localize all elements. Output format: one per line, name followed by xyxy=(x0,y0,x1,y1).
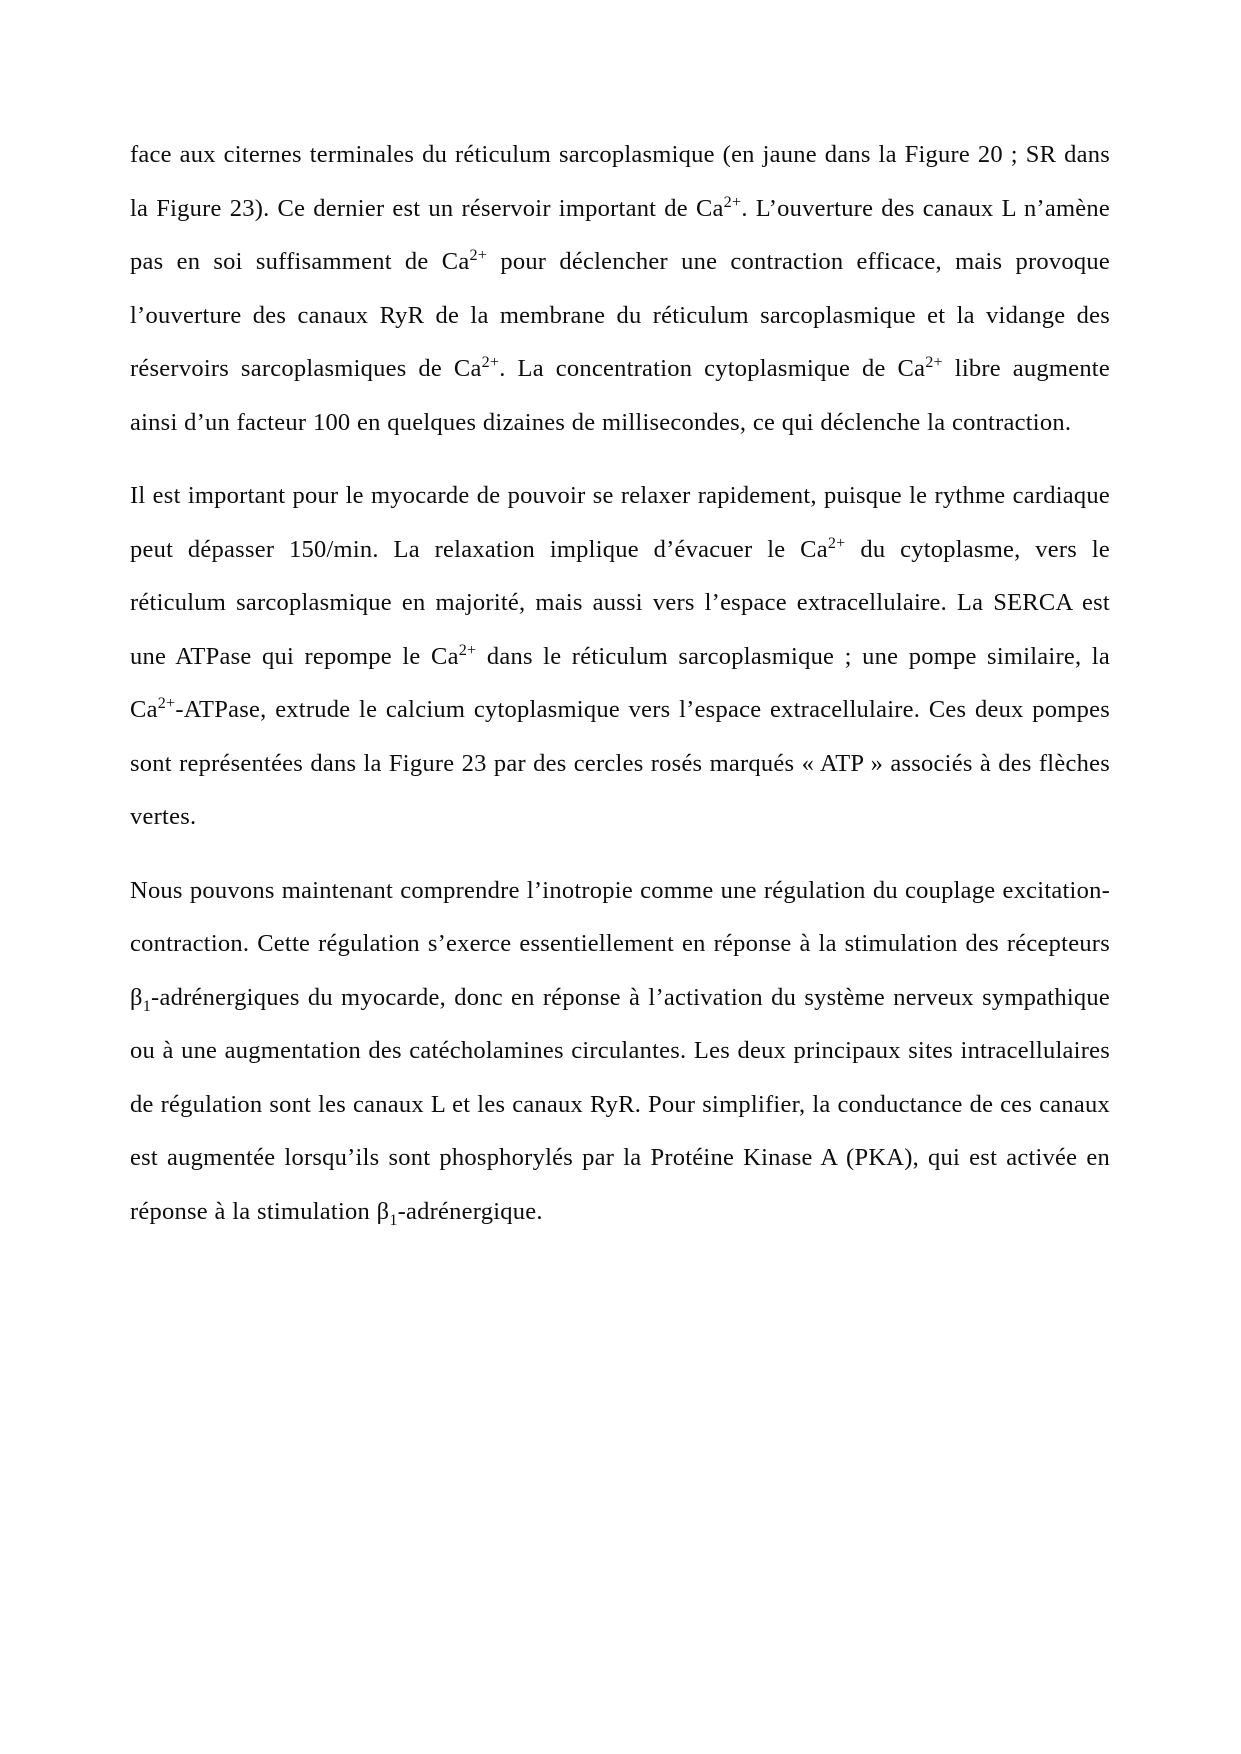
superscript-charge: 2+ xyxy=(925,353,943,371)
text-run: -adrénergiques du myocarde, donc en réponse à l’activation du système nerveux sympathique ou à une augmentation des catécholamines circulantes. Les deux principaux sites intracellulaires de régulation sont les canaux L et les canaux RyR. Pour simplifier, la conductance de ces canaux est augmentée lorsqu’ils sont phosphorylés par la Protéine Kinase A (PKA), qui est activée en réponse à la stimulation β xyxy=(130,983,1110,1225)
text-run: -ATPase, extrude le calcium cytoplasmique vers l’espace extracellulaire. Ces deux pompes sont représentées dans la Figure 23 par des cercles rosés marqués « ATP » associés à des flèches vertes. xyxy=(130,696,1110,830)
body-paragraph xyxy=(130,128,1110,449)
body-paragraph xyxy=(130,469,1110,844)
superscript-charge: 2+ xyxy=(157,694,176,712)
superscript-charge: 2+ xyxy=(469,246,488,264)
text-run: libre augmente ainsi d’un facteur 100 en quelques dizaines de millisecondes, ce qui déclenche la contraction. xyxy=(130,355,1110,436)
superscript-charge: 2+ xyxy=(723,193,742,211)
text-run: -adrénergique. xyxy=(397,1197,543,1225)
text-column xyxy=(130,128,1110,1238)
superscript-charge: 2+ xyxy=(458,641,477,659)
text-run: du cytoplasme, vers le réticulum sarcoplasmique en majorité, mais aussi vers l’espace extracellulaire. La SERCA est une ATPase qui repompe le Ca xyxy=(130,535,1110,670)
superscript-charge: 2+ xyxy=(827,534,846,552)
text-run: pour déclencher une contraction efficace, mais provoque l’ouverture des canaux RyR de la membrane du réticulum sarcoplasmique et la vidange des réservoirs sarcoplasmiques de Ca xyxy=(130,248,1110,382)
text-run: Nous pouvons maintenant comprendre l’inotropie comme une régulation du couplage excitation-contraction. Cette régulation s’exerce essentiellement en réponse à la stimulation des récepteurs β xyxy=(130,876,1110,1011)
superscript-charge: 2+ xyxy=(481,353,500,371)
subscript-index: 1 xyxy=(142,997,152,1015)
text-run: . L’ouverture des canaux L n’amène pas en soi suffisamment de Ca xyxy=(130,194,1110,275)
text-run: face aux citernes terminales du réticulum sarcoplasmique (en jaune dans la Figure 20 ; SR dans la Figure 23). Ce dernier est un réservoir important de Ca xyxy=(130,141,1110,222)
text-run: . La concentration cytoplasmique de Ca xyxy=(499,355,926,382)
text-run: Il est important pour le myocarde de pouvoir se relaxer rapidement, puisque le rythme cardiaque peut dépasser 150/min. La relaxation implique d’évacuer le Ca xyxy=(130,482,1110,563)
text-run: dans le réticulum sarcoplasmique ; une pompe similaire, la Ca xyxy=(130,642,1110,723)
body-paragraph xyxy=(130,864,1110,1239)
subscript-index: 1 xyxy=(389,1211,398,1229)
